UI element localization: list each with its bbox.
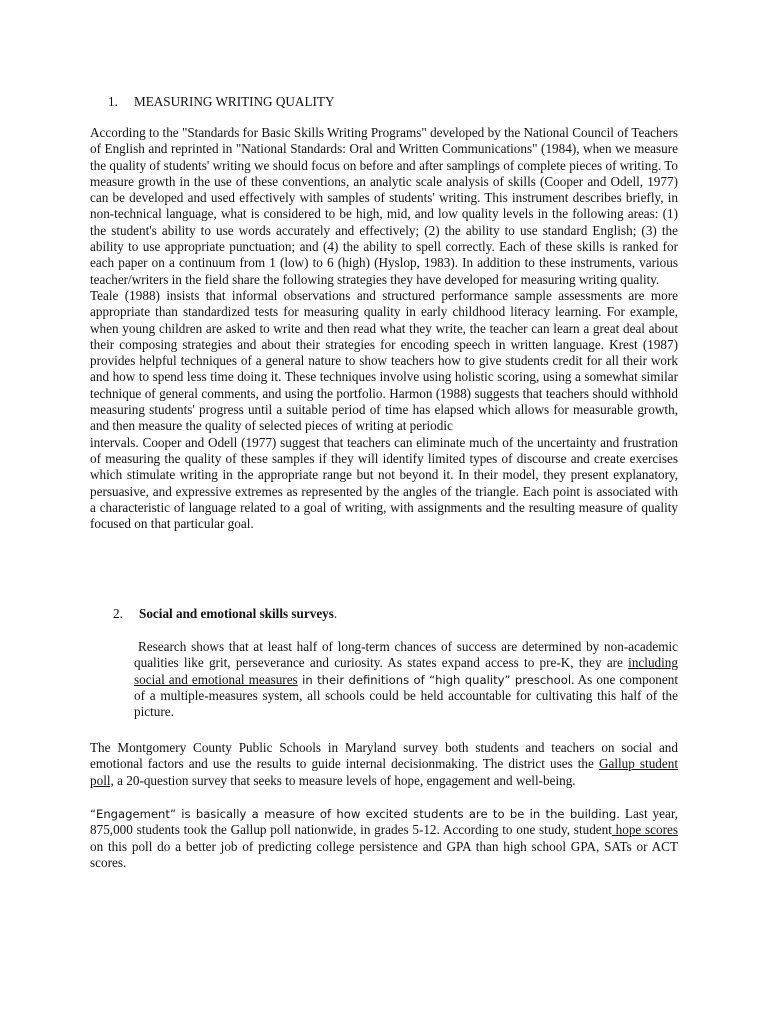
section-2-heading <box>113 605 337 622</box>
engagement-paragraph <box>90 806 678 871</box>
montgomery-text-b: a 20-question survey that seeks to measure levels of hope, engagement and well-being. <box>113 772 576 788</box>
engagement-text-sans: “Engagement” is basically a measure of how excited students are to be in the building. <box>90 807 620 821</box>
section-1-heading <box>108 93 334 110</box>
section-1-paragraph-1: According to the "Standards for Basic Skills Writing Programs" developed by the National Council of Teachers of English and reprinted in "National Standards: Oral and Written Communications" (1984), when we measure the quality of students' writing we should focus on before and after samplings of complete pieces of writing. To measure growth in the use of these conventions, an analytic scale analysis of skills (Cooper and Odell, 1977) can be developed and used effectively with samples of students' writing. This instrument describes briefly, in non-technical language, what is considered to be high, mid, and low quality levels in the following areas: (1) the student's ability to use words accurately and effectively; (2) the ability to use standard English; (3) the ability to use appropriate punctuation; and (4) the ability to spell correctly. Each of these skills is ranked for each paper on a continuum from 1 (low) to 6 (high) (Hyslop, 1983). In addition to these instruments, various teacher/writers in the field share the following strategies they have developed for measuring writing quality. <box>90 125 678 287</box>
montgomery-text-a: The Montgomery County Public Schools in Maryland survey both students and teachers on social and emotional factors and use the results to guide internal decisionmaking. The district uses the <box>90 740 678 772</box>
section-2-title-period: . <box>333 606 338 621</box>
section-1-title: MEASURING WRITING QUALITY <box>134 94 335 109</box>
social-emotional-measures-link[interactable]: including social and emotional measures <box>134 655 678 687</box>
quote-paragraph <box>134 639 678 720</box>
section-1-paragraph-3: intervals. Cooper and Odell (1977) suggest that teachers can eliminate much of the uncertainty and frustration of measuring the quality of these samples if they will identify limited types of discourse and create exercises which stimulate writing in the appropriate range but not beyond it. In their model, they present explanatory, persuasive, and expressive extremes as represented by the angles of the triangle. Each point is associated with a characteristic of language related to a goal of writing, with assignments and the resulting measure of quality focused on that particular goal. <box>90 434 678 532</box>
quote-text-a: Research shows that at least half of long-term chances of success are determined by non-academic qualities like grit, perseverance and curiosity. As states expand access to pre-K, they are <box>134 639 678 671</box>
section-2-number: 2. <box>113 606 123 621</box>
section-1-paragraph-2: Teale (1988) insists that informal observations and structured performance sample assessments are more appropriate than standardized tests for measuring quality in early childhood literacy learning. For example, when young children are asked to write and then read what they write, the teacher can learn a great deal about their composing strategies and about their strategies for encoding speech in written language. Krest (1987) provides helpful techniques of a general nature to show teachers how to give students credit for all their work and how to spend less time doing it. These techniques involve using holistic scoring, using a somewhat similar technique of general comments, and using the portfolio. Harmon (1988) suggests that teachers should withhold measuring students' progress until a suitable period of time has elapsed which allows for measurable growth, and then measure the quality of selected pieces of writing at periodic <box>90 287 678 434</box>
section-1-number: 1. <box>108 94 118 109</box>
quote-text-preschool: in their definitions of “high quality” preschool <box>297 672 572 687</box>
gallup-student-poll-link[interactable]: Gallup student poll, <box>90 756 678 788</box>
engagement-text-b: on this poll do a better job of predicting college persistence and GPA than high school GPA, SATs or ACT scores. <box>90 838 678 870</box>
montgomery-paragraph <box>90 740 678 789</box>
section-2-title: Social and emotional skills surveys <box>139 606 334 621</box>
section-1-body <box>90 125 678 532</box>
hope-scores-link[interactable]: hope scores <box>611 822 678 838</box>
section-2-quote <box>134 639 678 720</box>
quote-text-b: . As one component of a multiple-measures system, all schools could be held accountable for cultivating this half of the picture. <box>134 671 678 720</box>
engagement-text-a: Last year, 875,000 students took the Gallup poll nationwide, in grades 5-12. According to one study, student <box>90 806 678 838</box>
